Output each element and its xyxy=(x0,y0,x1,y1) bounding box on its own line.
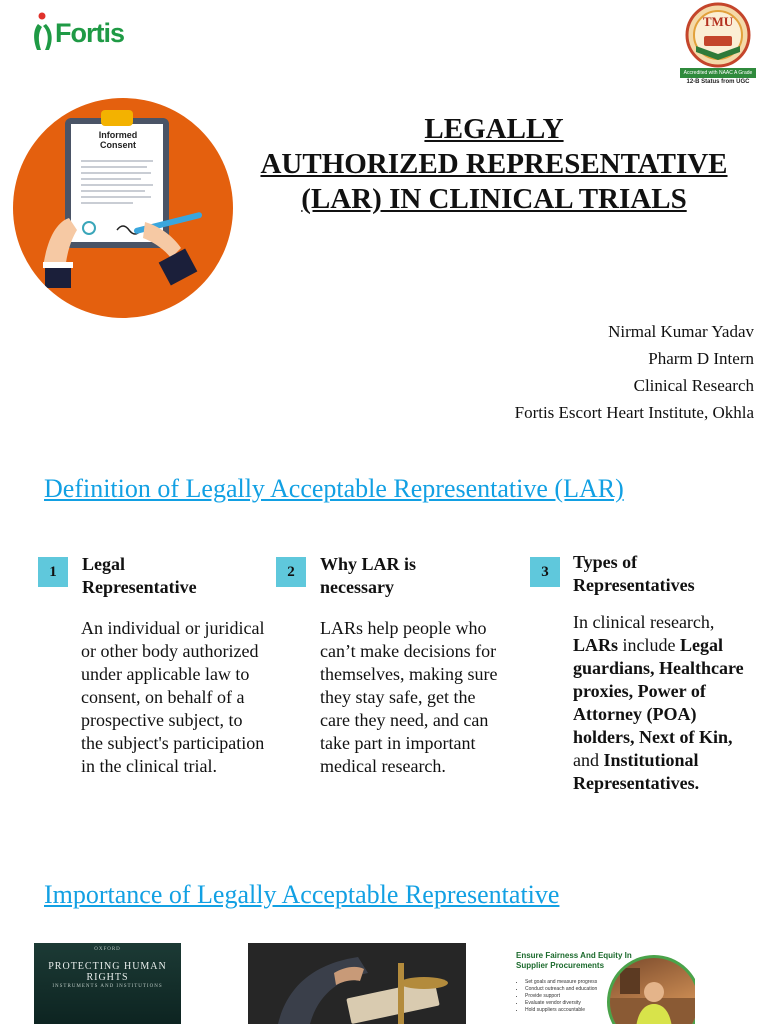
author-department: Clinical Research xyxy=(633,376,754,395)
column-1-number: 1 xyxy=(38,557,68,587)
title-line-1: LEGALLY xyxy=(424,113,564,145)
book-title: PROTECTING HUMAN RIGHTS xyxy=(48,961,167,983)
author-name: Nirmal Kumar Yadav xyxy=(608,322,754,341)
legal-document-image xyxy=(248,943,466,1024)
column-3-include: include xyxy=(618,635,680,655)
supplier-fairness-image xyxy=(510,943,695,1024)
column-3-and: and xyxy=(573,750,604,770)
column-3-types-2: Institutional Representatives. xyxy=(573,750,700,793)
definition-heading: Definition of Legally Acceptable Representative (LAR) xyxy=(44,474,624,503)
list-item: • Hold suppliers accountable xyxy=(525,1007,625,1014)
hands-signing-icon xyxy=(248,943,466,1024)
importance-heading: Importance of Legally Acceptable Representative xyxy=(44,880,560,909)
title-line-3: (LAR) IN CLINICAL TRIALS xyxy=(301,183,687,215)
title-line-2: AUTHORIZED REPRESENTATIVE xyxy=(260,148,728,180)
fortis-wordmark: Fortis xyxy=(55,18,125,48)
tmu-initials: TMU xyxy=(702,14,734,29)
fortis-figure-icon xyxy=(30,12,56,54)
list-item: • Provide support xyxy=(525,993,625,1000)
fairness-title: Ensure Fairness And Equity In Supplier Procurements xyxy=(516,951,632,970)
column-2-number: 2 xyxy=(276,557,306,587)
author-role: Pharm D Intern xyxy=(648,349,754,368)
column-2-body: LARs help people who can’t make decisions for themselves, making sure they stay safe, get the care they need, and can take part in important medical research. xyxy=(320,618,498,776)
author-institution: Fortis Escort Heart Institute, Okhla xyxy=(514,403,754,422)
author-block xyxy=(515,318,754,426)
tmu-logo xyxy=(678,2,758,90)
book-publisher: OXFORD xyxy=(94,947,121,952)
tmu-emblem-icon xyxy=(678,2,758,72)
list-item: • Conduct outreach and education xyxy=(525,986,625,993)
column-3-types-1: Legal guardians, Healthcare proxies, Power of Attorney (POA) holders, Next of Kin, xyxy=(573,635,744,747)
human-rights-book-image xyxy=(34,943,181,1024)
worker-photo xyxy=(607,955,695,1024)
column-3-number: 3 xyxy=(530,557,560,587)
worker-icon xyxy=(610,958,695,1024)
list-item: • Set goals and measure progress xyxy=(525,979,625,986)
column-2-title: Why LAR is necessary xyxy=(320,554,417,597)
column-3-intro: In clinical research, xyxy=(573,612,715,632)
list-item: • Evaluate vendor diversity xyxy=(525,1000,625,1007)
tmu-status: 12-B Status from UGC xyxy=(686,79,750,85)
consent-doc-title: Informed Consent xyxy=(98,130,138,150)
column-1-body: An individual or juridical or other body authorized under applicable law to consent, on behalf of a prospective subject, to the subject's participation in the clinical trial. xyxy=(81,618,265,776)
tmu-accreditation: Accredited with NAAC A Grade xyxy=(680,68,756,78)
column-3-body xyxy=(573,611,753,795)
page-title xyxy=(232,112,756,217)
book-subtitle: INSTRUMENTS AND INSTITUTIONS xyxy=(52,984,163,989)
column-3-lars: LARs xyxy=(573,635,619,655)
column-3-title: Types of Representatives xyxy=(573,552,695,595)
consent-illustration xyxy=(13,98,233,318)
column-1-title: Legal Representative xyxy=(82,554,197,597)
